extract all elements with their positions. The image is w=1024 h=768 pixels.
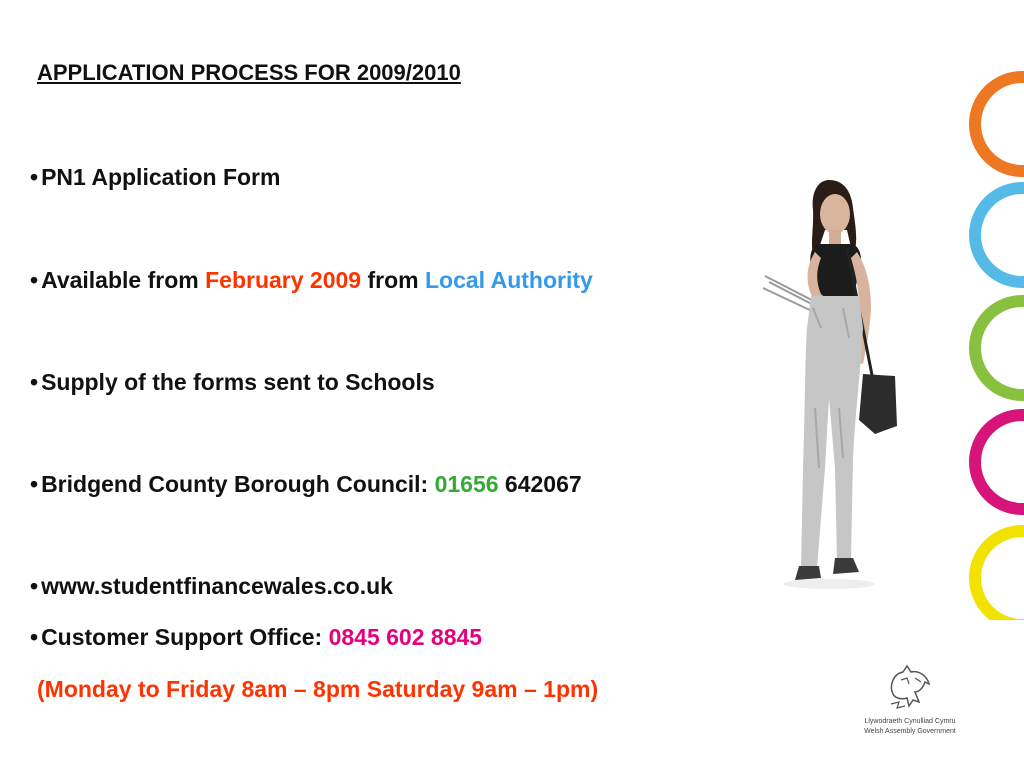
bullet-pn1-form — [30, 164, 280, 191]
availability-middle: from — [361, 267, 425, 293]
bullet-council — [30, 471, 582, 498]
bullet-marker: • — [30, 267, 39, 293]
yellow-ring — [975, 531, 1024, 620]
availability-prefix: Available from — [41, 267, 206, 293]
welsh-assembly-logo — [860, 664, 960, 744]
slide-title: APPLICATION PROCESS FOR 2009/2010 — [37, 60, 461, 85]
pn1-form-text: PN1 Application Form — [41, 164, 281, 190]
availability-date: February 2009 — [205, 267, 362, 293]
logo-welsh-text: Llywodraeth Cynulliad Cymru — [864, 718, 956, 725]
council-number: 642067 — [498, 471, 582, 497]
bullet-availability — [30, 267, 593, 294]
schools-text: Supply of the forms sent to Schools — [41, 369, 435, 395]
bullet-marker: • — [30, 471, 39, 497]
pink-ring — [975, 415, 1024, 509]
green-ring — [975, 301, 1024, 395]
bullet-marker: • — [30, 164, 39, 190]
bullet-marker: • — [30, 624, 39, 650]
website-text[interactable]: www.studentfinancewales.co.uk — [41, 573, 393, 599]
bullet-customer-support — [30, 624, 482, 651]
support-label: Customer Support Office: — [41, 624, 329, 650]
decorative-rings — [960, 60, 1024, 620]
availability-authority: Local Authority — [424, 267, 593, 293]
bullet-website — [30, 573, 393, 600]
bullet-marker: • — [30, 369, 39, 395]
welsh-dragon-icon — [885, 664, 935, 710]
support-phone: 0845 602 8845 — [328, 624, 483, 650]
student-photo — [755, 168, 915, 598]
opening-hours: (Monday to Friday 8am – 8pm Saturday 9am – 1pm) — [37, 676, 599, 702]
council-area-code: 01656 — [434, 471, 499, 497]
bullet-marker: • — [30, 573, 39, 599]
blue-ring — [975, 188, 1024, 282]
council-label: Bridgend County Borough Council: — [41, 471, 435, 497]
bullet-schools — [30, 369, 435, 396]
logo-english-text: Welsh Assembly Government — [864, 728, 956, 735]
orange-ring — [975, 77, 1024, 171]
